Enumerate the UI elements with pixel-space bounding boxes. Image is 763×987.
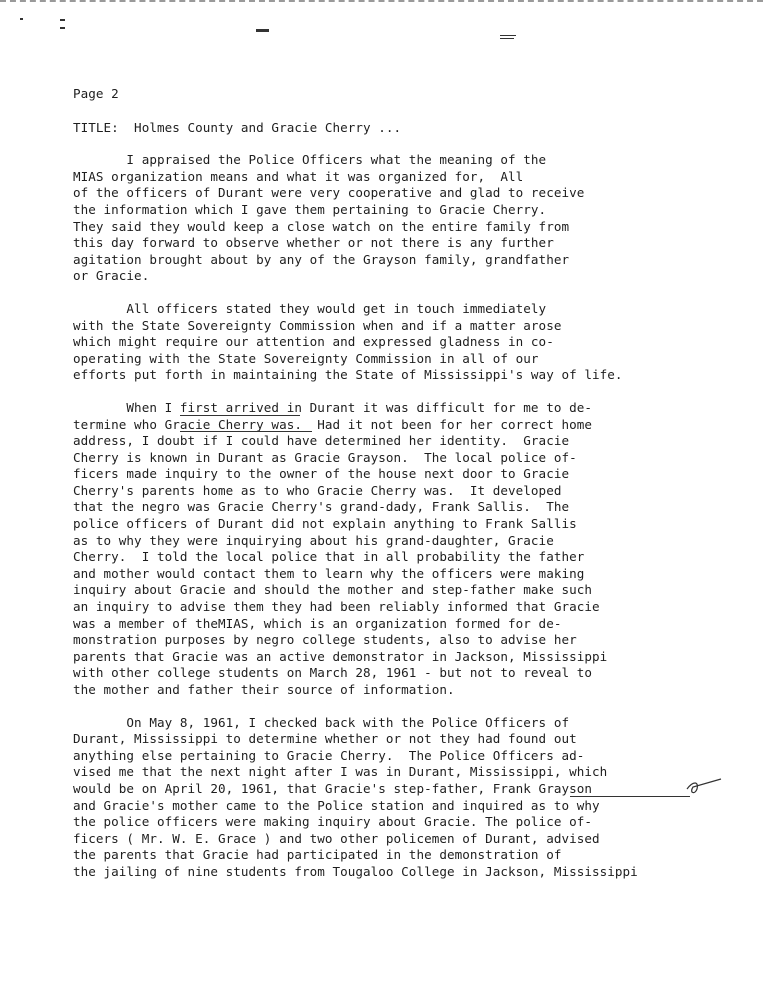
text-line: and Gracie's mother came to the Police station and inquired as to why: [73, 797, 600, 813]
paragraph-1: [73, 152, 753, 285]
text-line: All officers stated they would get in touch immediately: [73, 300, 547, 316]
paragraph-2: [73, 301, 753, 384]
handwritten-ink-mark: [685, 777, 725, 797]
text-line: ficers ( Mr. W. E. Grace ) and two other policemen of Durant, advised: [73, 830, 600, 846]
scan-speck: [500, 38, 514, 39]
text-line: would be on April 20, 1961, that Gracie's step-father, Frank Grayson: [73, 780, 592, 796]
text-line: Cherry's parents home as to who Gracie Cherry was. It developed: [73, 482, 562, 498]
scan-speck: [60, 19, 65, 21]
scan-speck: [256, 29, 269, 32]
text-line: When I first arrived in Durant it was difficult for me to de-: [73, 399, 592, 415]
text-line: the police officers were making inquiry about Gracie. The police of-: [73, 814, 592, 830]
text-line: an inquiry to advise them they had been reliably informed that Gracie: [73, 599, 600, 615]
text-line: as to why they were inquirying about his grand-daughter, Gracie: [73, 532, 554, 548]
text-line: anything else pertaining to Gracie Cherry. The Police Officers ad-: [73, 747, 585, 763]
text-line: They said they would keep a close watch on the entire family from: [73, 218, 570, 234]
text-line: police officers of Durant did not explain anything to Frank Sallis: [73, 516, 577, 532]
text-line: with other college students on March 28, 1961 - but not to reveal to: [73, 665, 592, 681]
text-line: the information which I gave them pertaining to Gracie Cherry.: [73, 201, 547, 217]
text-line: the parents that Gracie had participated in the demonstration of: [73, 847, 562, 863]
text-line: vised me that the next night after I was in Durant, Mississippi, which: [73, 764, 608, 780]
paragraph-4: [73, 715, 753, 881]
text-line: Cherry is known in Durant as Gracie Grayson. The local police of-: [73, 449, 577, 465]
text-line: which might require our attention and expressed gladness in co-: [73, 334, 554, 350]
document-page: [73, 86, 753, 897]
scan-speck: [60, 27, 65, 29]
text-line: of the officers of Durant were very cooperative and glad to receive: [73, 185, 585, 201]
text-line: Cherry. I told the local police that in all probability the father: [73, 549, 585, 565]
text-line: this day forward to observe whether or not there is any further: [73, 235, 554, 251]
scan-speck: [500, 35, 516, 36]
text-line: and mother would contact them to learn why the officers were making: [73, 565, 585, 581]
text-line: address, I doubt if I could have determined her identity. Gracie: [73, 433, 570, 449]
text-line: monstration purposes by negro college students, also to advise her: [73, 632, 577, 648]
text-line: with the State Sovereignty Commission when and if a matter arose: [73, 317, 562, 333]
text-line: efforts put forth in maintaining the State of Mississippi's way of life.: [73, 367, 623, 383]
text-line: or Gracie.: [73, 268, 150, 284]
text-line: was a member of theMIAS, which is an organization formed for de-: [73, 615, 562, 631]
handwritten-underline: [180, 415, 300, 416]
paragraph-3: [73, 400, 753, 699]
text-line: parents that Gracie was an active demonstrator in Jackson, Mississippi: [73, 648, 608, 664]
text-line: the jailing of nine students from Tougaloo College in Jackson, Mississippi: [73, 863, 638, 879]
text-line: agitation brought about by any of the Grayson family, grandfather: [73, 251, 570, 267]
handwritten-underline: [570, 796, 690, 797]
text-line: the mother and father their source of information.: [73, 682, 455, 697]
text-line: operating with the State Sovereignty Commission in all of our: [73, 350, 539, 366]
text-line: termine who Gracie Cherry was. Had it not been for her correct home: [73, 416, 592, 432]
top-edge-dashes: [0, 0, 763, 4]
text-line: I appraised the Police Officers what the meaning of the: [73, 152, 547, 168]
handwritten-underline: [180, 431, 312, 432]
text-line: On May 8, 1961, I checked back with the Police Officers of: [73, 714, 570, 730]
text-line: that the negro was Gracie Cherry's grand-dady, Frank Sallis. The: [73, 499, 570, 515]
text-line: Durant, Mississippi to determine whether or not they had found out: [73, 731, 577, 747]
page-number: Page 2: [73, 86, 119, 101]
text-line: inquiry about Gracie and should the mother and step-father make such: [73, 582, 592, 598]
scan-speck: [20, 18, 23, 20]
text-line: MIAS organization means and what it was organized for, All: [73, 168, 524, 184]
text-line: ficers made inquiry to the owner of the house next door to Gracie: [73, 466, 570, 482]
document-title: TITLE: Holmes County and Gracie Cherry ...: [73, 119, 402, 135]
